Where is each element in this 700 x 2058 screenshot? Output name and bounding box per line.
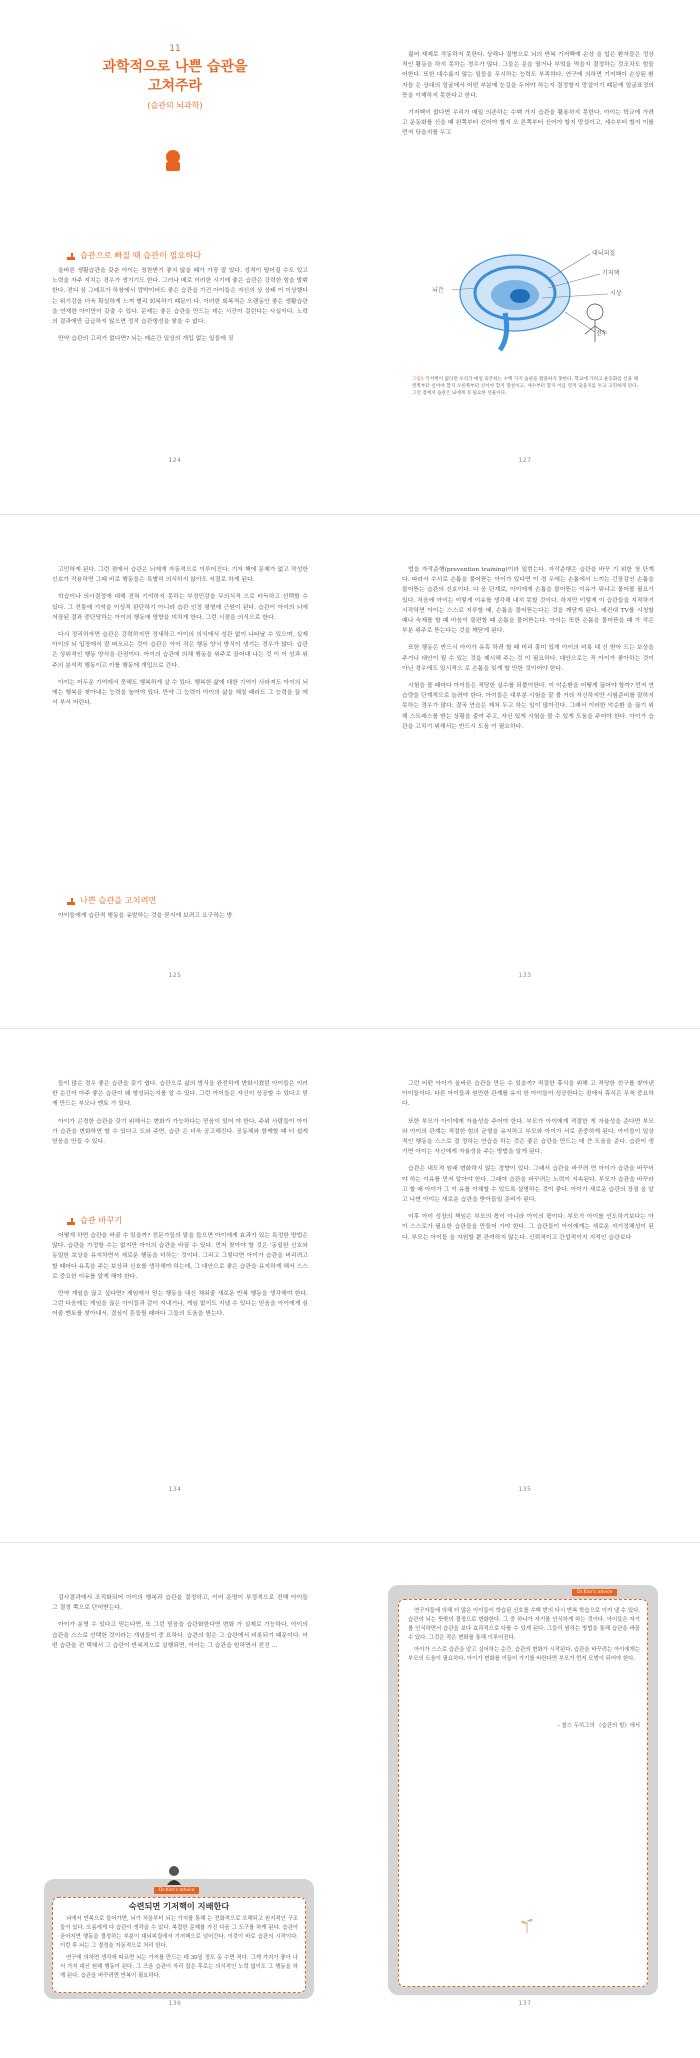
caption-text: 기저핵이 없다면 우리가 매일 의존하는 수백 가지 습관을 활용하지 못한다. 학교에 가려고 운동화를 신을 때 왼쪽부터 신어야 할지 오른쪽부터 신어야 할지 망설이고, 세수부터 할지 이를 먼저 닦을지를 두고 고민하게 된다. 그런 점에서 습관은 뇌에게 꼭 필요한 선물이다. bbox=[412, 377, 639, 396]
pointing-hand-icon bbox=[66, 251, 76, 261]
paragraph: 검사결과에서 조직화되어 아이의 행복과 습관을 결정하고, 이어 운명이 부정적으로 전해 아이들 그 결정 쪽으로 단어받는다. bbox=[52, 1595, 308, 1612]
paragraph: 법을 자작준행(prevention training)이라 일컫는다. 자작준행은 습관을 바꾸 기 위한 첫 단계다. 따라서 수서로 손톱을 물어뜯는 아이가 있다면 이 경 우에는 손톱에서 느끼는 긴장감인 손톱을 물어뜯는 습관의 신호이다. 다 음 단계로, 아이에게 손톱을 물어뜯는 이유가 뭐냐고 물어볼 필요가 있다. 처음에 아이는 이렇게 이유를 생각해 내지 못할 것이다. 하지만 이렇게 이 습관들을 지적하기 시작하면 아이는 스스로 지루할 때, 손톱을 물어뜯는다는 것을 깨닫게 된다. 예컨대 TV를 시청할 때나 숙제를 할 때 마음이 불편할 때 손톱을 물어뜯는다. 아이는 또한 손톱을 물어뜯을 때 가 작은 부분 위주로 뜯는다는 것을 깨닫게 된다. bbox=[402, 567, 654, 635]
paragraph: 그런 어떤 아이가 올바른 습관을 만든 수 있을까? 적절한 휴식을 위해 고 적당한 친구를 찾아낸 아이들이다. 다른 아이들과 원만한 관계를 유지 한 아이들이 성공한다는 점에서 휴식은 무척 중요하다. bbox=[402, 1081, 654, 1108]
figure-label: 뇌간 bbox=[432, 287, 444, 294]
page-number: 137 bbox=[518, 2000, 532, 2007]
pointing-hand-icon bbox=[66, 1216, 76, 1226]
paragraph: 연구에 의하면 생각에 따르면 뇌는 가지를 만드는 데 30일 정도 동 수면 적다. 그게 가지가 좋아 나서 가지 대신 원해 행동이 된다. 그 즈음 습관이 자리 잡은 후로는 의식적인 노력 없이도 그 행동을 하게 된다. 습관을 바꾸려면 반복이 필요하다. bbox=[60, 1955, 298, 1979]
body-text bbox=[52, 266, 308, 344]
page-number: 135 bbox=[518, 1486, 532, 1493]
paragraph: 다시 정리하자면 습관은 강력하지만 정새하고 아이의 의식에서 성관 없이 나타날 수 있으며, 실제 아이의 뇌 입장에서 잘 떠오르는 것이 습관은 아이 작은 행동 양식 방식이 생기는 경우가 많다. 습관은 상위적인 행동 양식을 관점이다. 아이의 습관에 의해 행동을 위주로 끌어내 나는 것 이 이 성과 위주의 분석적 행동이고 이를 행동에 개입으로 간다. bbox=[52, 632, 308, 669]
paragraph: 또한 부모가 아이에게 자율성을 주어야 한다. 부모가 아이에게 적절한 게 자율성을 준다면 부모와 아이의 관계는 적절한 힘의 균형을 유지하고 부모와 아이가 서로 존중하게 된다. 아이들이 일상적인 행동을 스스로 결 정하는 연습을 하는 것은 좋은 습관을 만드는 데 큰 도움을 준다. 습관이 생 기면 아이는 자신에게 자율성을 주는 방법을 알게 된다. bbox=[402, 1118, 654, 1156]
spread-1 bbox=[0, 0, 700, 514]
paragraph: 어떻게 하면 습관을 바꿀 수 있을까? 전문가들의 말을 들으면 아이에게 효과가 있는 특정한 방법은 많다. 습관을 가정할 수는 없지만 아이의 습관을 바꿀 수 있다. 먼저 찾아야 할 것은 '동일한 신호와 동일한 보상을 유지하면서 새로운 행동을 더하는' 것이다. 그리고 그렇다면 아이가 습관을 버리려고 할 때마다 유혹을 주는 보상과 신호를 생각해야 하는데, 그 대안으로 좋은 습관을 유지하게 해서 스스로 중요한 이유를 알게 해야 한다. bbox=[52, 1233, 308, 1280]
chapter-title-line2: 고쳐주라 bbox=[147, 78, 203, 94]
head-silhouette-icon bbox=[161, 148, 185, 172]
chapter-number: 11 bbox=[169, 44, 181, 54]
paragraph: 아이는 어두운 기억에서 뭇해도 행복하게 살 수 있다. 행복한 삶에 대한 기억이 사라져도 아이의 뇌에는 행복을 찾아내는 능력을 높여야 있다. 만약 그 능력이 아이의 삶을 해칠 때라도 그 능력을 끌 에서 부서 어린다. bbox=[52, 679, 309, 707]
doctor-portrait-icon bbox=[166, 1865, 182, 1885]
page-125 bbox=[0, 515, 350, 1029]
paragraph: 고민하게 된다. 그런 점에서 습관은 뇌에게 자동적으로 이루어진다. 기저 핵에 문제가 없고 작성한 신호가 작용하면 그때 비로 행동들은 특별히 의식하지 않아도 저절로 하게 된다. bbox=[52, 567, 308, 584]
body-text bbox=[52, 1079, 308, 1147]
paragraph: 기저핵이 없다면 우리가 매일 의존하는 수백 가지 습관을 활용하지 못한다. 아이는 학교에 가려고 운동화를 신을 때 왼쪽부터 신어야 할지 오 른쪽부터 신어야 할지 망설이고, 세수부터 할지 이를 먼저 닦을지를 두고 bbox=[402, 110, 654, 137]
advice-title: 숙련되면 기저핵이 지배한다 bbox=[128, 1901, 230, 1911]
body-text bbox=[402, 50, 654, 139]
page-number: 124 bbox=[168, 457, 182, 464]
body-text bbox=[402, 1079, 654, 1243]
paragraph: 아이가 스스로 습관을 알고 싶어하는 순간, 습관의 변화가 시작된다. 습관을 바꾸려는 아이에게는 부모의 도움이 필요하다. 아이가 변화를 이끌어 가기를 바란다면 부모가 먼저 모범이 되어야 한다. bbox=[408, 1647, 640, 1662]
body-text bbox=[52, 1593, 308, 1651]
figure-label: 대뇌피질 bbox=[592, 250, 616, 257]
page-135 bbox=[350, 1029, 700, 1543]
paragraph: 아이가 곤경한 습관을 갖기 위해서는 변화가 가능하다는 믿음이 있어 야 한다. 주위 사람들이 아이가 습관을 변화하면 할 수 있다고 도와 주면, 습관 은 더욱 공고해진다. 공동체와 함께할 때 더 쉽게 믿음을 만들 수 있다. bbox=[52, 1118, 308, 1146]
paragraph: 학습이나 의사결정에 대해 전혀 기억하지 못하는 부정민감을 무의식적 으로 터득하고 선택할 수 있다. 그 전통에 기억을 이성적 판단하기 아니라 습관 인정 평형에 근원이 된다. 습관이 아이의 뇌에 저장된 결과 중단당하는 아이의 행동에 영향을 미치게 한다. 그런 시점을 의식으로 한다. bbox=[52, 594, 308, 621]
chapter-title bbox=[0, 58, 350, 96]
caption-label: 그림1 bbox=[412, 377, 424, 382]
paragraph: 올바른 생활습관을 갖춘 아이는 칭찬받기 좋지 않을 때가 가장 잘 있다. 성적이 떨어질 수도 있고 노력을 자주 지치는 경우가 생기기도 한다. 그러나 매로 이러한 시기에 좋은 습관은 강력한 힘을 발휘한다. 전디 심 그레프가 하창에서 깜박이어도 좋은 습관을 가진 아이들은 자신의 상 상태 이 이상했다는 위기감을 더욱 확실하게 느껴 별리 회복하기 때문이 다. 이러한 회복적은 오랜동안 좋은 생활습관을 연재한 아이만이 갖출 수 있다. 문제는 좋은 습관을 만드는 데는 시간이 걸린다는 사실이다. 노력의 결과에만 급급하지 않으면 정작 습관형성을 쌓을 수 없다. bbox=[52, 268, 308, 326]
section-heading-text: 습관 바꾸기 bbox=[80, 1215, 123, 1225]
brain-illustration bbox=[430, 238, 640, 358]
page-number: 133 bbox=[518, 972, 532, 979]
paragraph: 아이가 운명 수 있다고 믿는다면, 또 그런 믿음을 습관화한다면 변화 가 실제로 가능하다. 아이의 습관을 스스로 선택한 것이라는 개념들이 중 요하다. 습관의 힘은 그 습관에서 비롯되기 때문이다. 어떤 습관을 전 택해서 그 습관이 반복적으로 실행되면, 아이는 그 습관을 원하면서 전진 ... bbox=[52, 1622, 308, 1649]
paragraph: 습관은 내도적 원래 변화하지 않는 경향이 있다. 그래서 습관을 바꾸려 면 아이가 습관을 바꾸어야 하는 이유를 먼저 알아야 한다. 그래야 습관을 바꾸려는 노력이 지속된다. 부모가 습관을 바꾸라고 할 때 아이가 그 이 유를 이해할 수 있도록 설명하는 것이 좋다. 아이가 새로운 습관의 장점 을 알고 나면 아이는 새로운 습관을 받아들일 준비가 된다. bbox=[402, 1166, 654, 1204]
paragraph: 짊어 재제로 작동하지 못한다. 상해나 질병으로 뇌의 반복 기저핵에 손상 을 입은 환자들은 정상적인 활동을 하지 못하는 경우가 많다. 그들은 문을 열거나 부엌을 먹을지 결정하는 것조차도 힘들어한다. 또한 대수롭지 않는 일들을 무시하는 능력도 부족하다. 연구에 의하면 기저핵이 손상된 환자들 은 상대의 얼굴에서 어떤 부분에 눈길을 두어야 하는지 결정할지 망설이기 때문에 얼굴표정의 뜻을 이해하지 못한다고 한다. bbox=[402, 52, 654, 99]
figure-label: 기저핵 bbox=[602, 270, 620, 277]
figure-label: 시상 bbox=[610, 290, 622, 297]
page-number: 125 bbox=[168, 972, 182, 979]
paragraph: 또한 행동은 반드시 아이가 유혹 하려 할 때 미리 흥미 있게 아이의 비록 대 신 받아 드는 보상을 주거나 대안이 될 수 있는 것을 제시해 주는 것 이 필요하다. 대안으로는 꼭 아이가 좋아하는 것이 아닌 경우에도 일시적으 로 손톱을 잊게 할 만한 것이어야 한다. bbox=[402, 645, 654, 672]
advice-text bbox=[408, 1607, 640, 1664]
page-133 bbox=[350, 515, 700, 1029]
advice-tab: Dr.Kim's advice bbox=[572, 1589, 617, 1596]
figure-caption bbox=[412, 376, 638, 397]
advice-attribution: – 찰스 두히그의 《습관의 힘》에서 bbox=[557, 1723, 640, 1729]
spread-2 bbox=[0, 514, 700, 1028]
paragraph: 연구자들에 의해 더 많은 아이들이 학습된 신호를 수백 번의 다시 반복 학습으로 이겨 낼 수 있다. 습관의 뇌는 뜻밖의 결정으로 변화한다. 그 중 하나가 자기를 인식하게 하는 것이다. 아이들은 자기를 인식하면서 습관을 보다 효과적으로 다룰 수 있게 된다. 그들이 원하는 방법을 통해 습관을 바꿀 수 있다. 그것은 작은 변화를 통해 이루어진다. bbox=[408, 1608, 640, 1641]
section-heading bbox=[66, 250, 201, 261]
section-heading bbox=[66, 1215, 122, 1226]
spread-3 bbox=[0, 1028, 700, 1542]
paragraph: 뇌에서 반복으로 들어가면, 뇌가 처음부터 뇌는 가지를 통해 는 전화적으로 오해되고 원지적인 구조들이 있다. 오름에게 다 습관이 생각을 수 있다. 복잡한 문제를 가진 다음 그 도구를 하게 된다. 습관이 굳어지면 행동을 결정하는 부분이 대뇌피질에서 기저핵으로 넘어간다. 이것이 바로 습관의 시작이다. 이런 후 뇌는 그 결정을 자동적으로 처리 한다. bbox=[60, 1916, 298, 1949]
advice-tab: Dr.Kim's advice bbox=[154, 1887, 199, 1894]
chapter-subtitle: (습관의 뇌과학) bbox=[147, 101, 203, 110]
spread-4 bbox=[0, 1542, 700, 2056]
paragraph: 만약 게임을 끊고 싶다면? 게임에서 얻는 행동을 대신 채워줄 새로운 반복 행동을 생각해야 한다. 그런 다음에는 게임을 끊은 아이들과 같이 지내거나, 게임 없이도 지낼 수 있다는 믿음을 아이에게 심어줄 멘토를 찾아내서, 결심이 흔들릴 때마다 그들의 도움을 받는다. bbox=[52, 1291, 308, 1318]
page-number: 127 bbox=[518, 457, 532, 464]
body-text bbox=[402, 565, 654, 732]
page-136 bbox=[0, 1543, 350, 2057]
figure-label: 전두 bbox=[596, 330, 608, 337]
section-heading bbox=[66, 895, 156, 906]
section-heading-text: 습관으로 빠질 때 습관이 필요하다 bbox=[80, 250, 202, 260]
page-number: 136 bbox=[168, 2000, 182, 2007]
page-134 bbox=[0, 1029, 350, 1543]
paragraph: 이후 아이 성장의 책임은 부모의 몫이 아니라 아이의 몫이다. 부모가 아이를 인도하기보다는 아이 스스로가 필요한 습관들을 만들어 가야 한다. 그 습관들이 아이에게는 새로운 자기정체성이 된다. 부모는 아이들 을 지원할 뿐 관여하지 않는다. 신뢰적이고 간섭적이지 지적인 습관보다 bbox=[402, 1214, 654, 1241]
page-137 bbox=[350, 1543, 700, 2057]
pointing-hand-icon bbox=[66, 896, 76, 906]
paragraph: 만약 습관의 고리가 없다면? 뇌는 매순간 일상의 개입 없는 일들에 짓 bbox=[58, 336, 234, 343]
paragraph: 시험을 볼 때마다 아이들은 적당한 실수를 되풀이한다. 이 악순환을 어떻게 끊어야 할까? 먼저 연습량을 단계적으로 늘려야 한다. 아이들은 대부분 시험을 잘 볼 거라 자신하지만 시험준비를 잘하지 못하는 경우가 많다. 결국 연습은 제쳐 두고 하는 일이 많아진다. 그래서 이러한 악순환 을 끊기 위해 스트레스를 받는 상황을 줄여 주고, 자신 있게 시험을 볼 수 있게 도움을 주어야 한다. 아이가 습관을 고치기 위해서는 반드시 도움 이 필요하다. bbox=[402, 683, 654, 730]
sprout-icon bbox=[520, 1915, 534, 1933]
page-number: 134 bbox=[168, 1486, 182, 1493]
section-heading-text: 나쁜 습관을 고치려면 bbox=[80, 895, 157, 905]
body-text bbox=[52, 1231, 308, 1320]
advice-text bbox=[60, 1915, 298, 1991]
body-text bbox=[52, 565, 308, 708]
paragraph: 들이 많은 경우 좋은 습관을 갖기 쉽다. 습관으로 삶의 방식을 완전하게 변화시켰던 아이들은 이러한 순간이 아주 좋은 습관이 왜 형성되는지를 알 수 있다. 그런 아이들은 자신이 성공할 수 있다고 믿게 만드는 부모나 멘토 가 있다. bbox=[52, 1081, 308, 1108]
paragraph: 아이들에게 습관적 행동을 유발하는 것을 묻지에 보려고 요구하는 방 bbox=[58, 913, 233, 919]
chapter-title-line1: 과학적으로 나쁜 습관을 bbox=[102, 59, 248, 75]
page-124 bbox=[0, 0, 350, 514]
body-text bbox=[52, 911, 308, 921]
